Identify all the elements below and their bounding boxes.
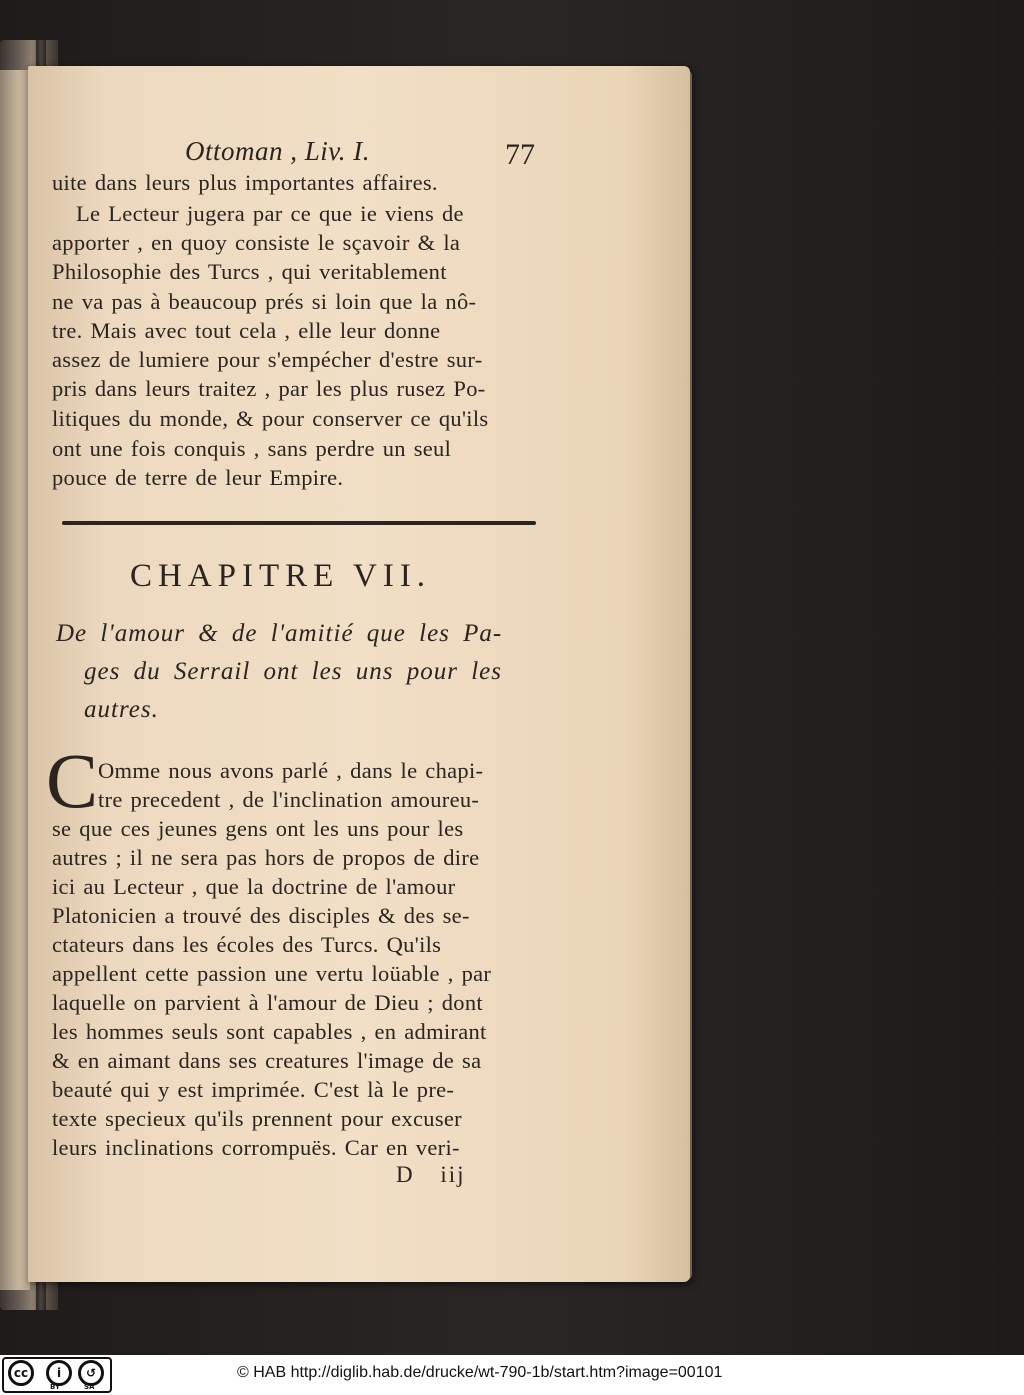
text-line: ont une fois conquis , sans perdre un seul [52, 436, 452, 461]
text-line: texte specieux qu'ils prennent pour excuser [52, 1106, 462, 1131]
section-rule [62, 521, 536, 525]
running-header: Ottoman , Liv. I. [185, 136, 370, 166]
text-line: apporter , en quoy consiste le sçavoir & la [52, 230, 461, 255]
text-line: leurs inclinations corrompuës. Car en veri- [52, 1135, 460, 1160]
page-number: 77 [505, 138, 535, 171]
text-line: assez de lumiere pour s'empécher d'estre sur- [52, 347, 483, 372]
chapter-subtitle-line: autres. [84, 696, 159, 723]
by-icon: i [46, 1360, 72, 1386]
text-line: tre. Mais avec tout cela , elle leur donne [52, 318, 441, 343]
text-line: litiques du monde, & pour conserver ce qu'ils [52, 406, 489, 431]
text-line: Platonicien a trouvé des disciples & des se- [52, 903, 470, 928]
sa-label: SA [84, 1383, 95, 1391]
text-line: ctateurs dans les écoles des Turcs. Qu'ils [52, 932, 442, 957]
text-line: beauté qui y est imprimée. C'est là le pre- [52, 1077, 455, 1102]
text-line: appellent cette passion une vertu loüable , par [52, 961, 492, 986]
text-line: se que ces jeunes gens ont les uns pour les [52, 816, 464, 841]
text-line: uite dans leurs plus importantes affaires. [52, 170, 438, 195]
text-line: pouce de terre de leur Empire. [52, 465, 344, 490]
signature-mark: D iij [396, 1162, 466, 1187]
text-line: pris dans leurs traitez , par les plus rusez Po- [52, 376, 486, 401]
text-line: tre precedent , de l'inclination amoureu- [98, 787, 480, 812]
previous-page-edge [0, 70, 30, 1290]
text-line: ne va pas à beaucoup prés si loin que la nô- [52, 289, 477, 314]
chapter-subtitle-line: De l'amour & de l'amitié que les Pa- [56, 620, 503, 647]
text-line: les hommes seuls sont capables , en admirant [52, 1019, 487, 1044]
by-label: BY [50, 1383, 61, 1391]
chapter-subtitle-line: ges du Serrail ont les uns pour les [84, 658, 502, 685]
source-credit[interactable]: © HAB http://diglib.hab.de/drucke/wt-790-1b/start.htm?image=00101 [237, 1364, 723, 1381]
cc-icon: cc [8, 1360, 34, 1386]
drop-cap: C [46, 737, 99, 824]
text-line: Omme nous avons parlé , dans le chapi- [98, 758, 484, 783]
text-line: & en aimant dans ses creatures l'image de sa [52, 1048, 482, 1073]
text-line: Philosophie des Turcs , qui veritablement [52, 259, 447, 284]
sa-icon: ↺ [78, 1360, 104, 1386]
text-line: autres ; il ne sera pas hors de propos de dire [52, 845, 480, 870]
text-line: Le Lecteur jugera par ce que ie viens de [76, 201, 464, 226]
text-line: laquelle on parvient à l'amour de Dieu ; dont [52, 990, 483, 1015]
chapter-title: CHAPITRE VII. [130, 558, 432, 594]
text-line: ici au Lecteur , que la doctrine de l'amour [52, 874, 456, 899]
